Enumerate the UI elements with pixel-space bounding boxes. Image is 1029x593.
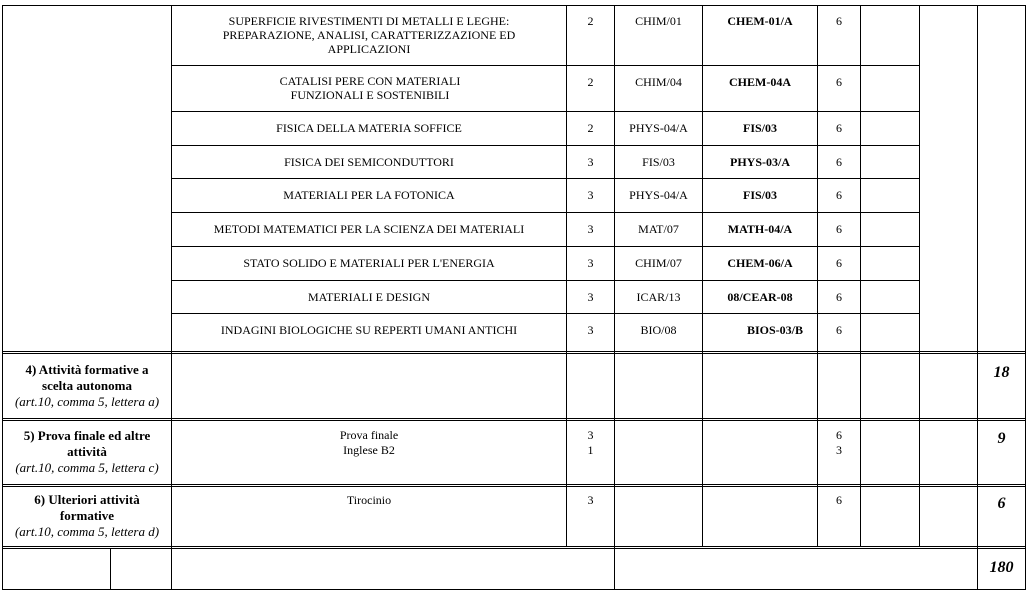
course-name: MATERIALI PER LA FOTONICA	[283, 188, 455, 202]
course-name: FISICA DELLA MATERIA SOFFICE	[276, 121, 462, 135]
course-name: CATALISI PERE CON MATERIALI FUNZIONALI E SOSTENIBILI	[279, 74, 461, 102]
course-cfu: 6	[836, 323, 842, 337]
course-cfu: 6	[836, 256, 842, 270]
section-6-title-wrap	[6, 492, 168, 524]
course-year: 2	[587, 121, 594, 135]
section-4-label	[6, 362, 168, 410]
section-5-year: 3	[587, 428, 594, 442]
course-new-code: CHEM-06/A	[727, 256, 793, 270]
course-new-code: BIOS-03/B	[746, 323, 803, 337]
course-old-code: FIS/03	[642, 155, 675, 169]
course-cfu: 6	[836, 222, 842, 236]
course-cfu: 6	[836, 155, 842, 169]
section-6-total: 6	[997, 495, 1006, 512]
course-name: FISICA DEI SEMICONDUTTORI	[284, 155, 454, 169]
course-year: 3	[587, 188, 594, 202]
section-6-label	[6, 492, 168, 540]
course-name: SUPERFICIE RIVESTIMENTI DI METALLI E LEGHE: PREPARAZIONE, ANALISI, CARATTERIZZAZIONE ED APPLICAZIONI	[222, 14, 516, 56]
section-6-ref: (art.10, comma 5, lettera d)	[14, 524, 160, 539]
grand-total: 180	[989, 559, 1014, 576]
course-old-code: CHIM/07	[635, 256, 682, 270]
course-new-code: CHEM-01/A	[727, 14, 793, 28]
course-year: 3	[587, 155, 594, 169]
section-5-cfu: 3	[836, 443, 842, 457]
course-new-code: FIS/03	[742, 188, 777, 202]
section-4-ref: (art.10, comma 5, lettera a)	[14, 394, 160, 409]
course-cfu: 6	[836, 75, 842, 89]
course-year: 2	[587, 75, 594, 89]
course-new-code: PHYS-03/A	[730, 155, 790, 169]
course-cfu: 6	[836, 188, 842, 202]
section-6-cfu: 6	[836, 493, 842, 507]
section-6-item: Tirocinio	[346, 493, 392, 507]
course-year: 3	[587, 256, 594, 270]
section-4-title: 4) Attività formative a scelta autonoma	[25, 362, 149, 393]
course-year: 3	[587, 222, 594, 236]
course-old-code: BIO/08	[640, 323, 677, 337]
section-5-ref: (art.10, comma 5, lettera c)	[15, 460, 159, 475]
course-old-code: MAT/07	[638, 222, 679, 236]
course-year: 2	[587, 14, 594, 28]
course-name: METODI MATEMATICI PER LA SCIENZA DEI MATERIALI	[213, 222, 525, 236]
section-4-total: 18	[993, 364, 1010, 381]
course-year: 3	[587, 323, 594, 337]
section-5-cfu: 6	[836, 428, 842, 442]
course-old-code: CHIM/04	[635, 75, 682, 89]
course-old-code: CHIM/01	[635, 14, 682, 28]
section-5-title: 5) Prova finale ed altre attività	[23, 428, 151, 459]
course-cfu: 6	[836, 121, 842, 135]
section-6-year: 3	[587, 493, 594, 507]
course-cfu: 6	[836, 14, 842, 28]
course-name: INDAGINI BIOLOGICHE SU REPERTI UMANI ANTICHI	[220, 323, 518, 337]
section-5-item: Inglese B2	[343, 443, 395, 457]
course-name: MATERIALI E DESIGN	[308, 290, 430, 304]
course-name: STATO SOLIDO E MATERIALI PER L'ENERGIA	[243, 256, 495, 270]
course-new-code: MATH-04/A	[727, 222, 793, 236]
section-5-year: 1	[587, 443, 594, 457]
section-5-total: 9	[997, 430, 1006, 447]
course-new-code: CHEM-04A	[729, 75, 791, 89]
section-6-title: 6) Ulteriori attività formative	[34, 492, 140, 523]
course-cfu: 6	[836, 290, 842, 304]
course-old-code: ICAR/13	[636, 290, 681, 304]
course-year: 3	[587, 290, 594, 304]
course-old-code: PHYS-04/A	[629, 188, 688, 202]
section-5-label	[4, 428, 170, 476]
section-5-item: Prova finale	[339, 428, 399, 442]
course-new-code: FIS/03	[742, 121, 777, 135]
course-new-code: 08/CEAR-08	[727, 290, 793, 304]
course-old-code: PHYS-04/A	[629, 121, 688, 135]
